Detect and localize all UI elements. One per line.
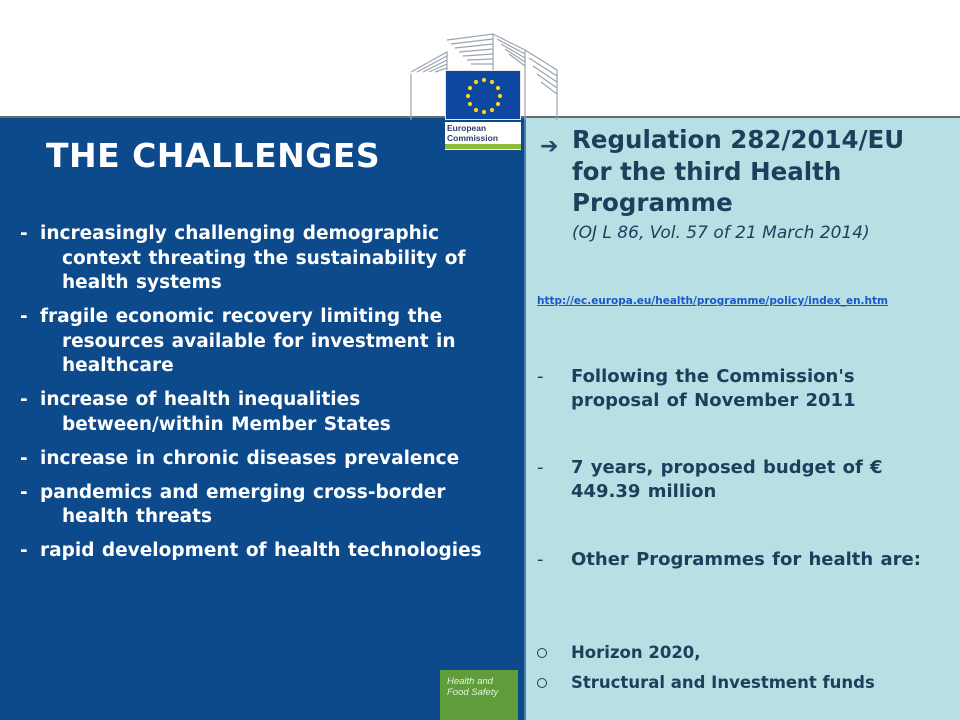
dash-bullet: -: [20, 389, 28, 410]
logo-line-1: European: [447, 123, 487, 133]
european-commission-logo: [403, 30, 573, 150]
arrow-right-icon: ➔: [540, 134, 559, 159]
challenge-text: pandemics and emerging cross-border health threats: [40, 481, 446, 527]
dash-bullet: -: [20, 306, 28, 327]
circle-bullet-icon: [537, 678, 547, 688]
challenge-text: increase in chronic diseases prevalence: [40, 447, 460, 469]
list-item: [20, 388, 490, 437]
dash-bullet: -: [20, 223, 28, 244]
eu-flag-icon: [445, 70, 521, 120]
list-item: [20, 539, 490, 564]
list-item: [20, 481, 490, 530]
challenges-list: [20, 222, 490, 573]
dash-bullet: -: [20, 447, 28, 469]
challenge-text: increasingly challenging demographic context threating the sustainability of health systems: [40, 223, 466, 293]
panel-divider: [524, 118, 526, 720]
list-item: [537, 548, 937, 572]
fact-text: Following the Commission's proposal of November 2011: [571, 366, 856, 411]
programme-policy-link[interactable]: http://ec.europa.eu/health/programme/policy/index_en.htm: [537, 295, 888, 307]
circle-bullet-icon: [537, 648, 547, 658]
dash-bullet: -: [537, 549, 544, 570]
list-item: [20, 305, 490, 379]
fact-text: 7 years, proposed budget of € 449.39 million: [571, 457, 883, 502]
dash-bullet: -: [537, 366, 544, 387]
badge-line-1: Health and: [447, 676, 493, 687]
dash-bullet: -: [20, 540, 28, 561]
list-item: [537, 456, 937, 504]
programme-name: Horizon 2020,: [571, 643, 701, 662]
challenge-text: increase of health inequalities between/within Member States: [40, 389, 391, 435]
logo-line-2: Commission: [447, 132, 499, 143]
health-food-safety-badge: [440, 670, 518, 720]
list-item: [537, 642, 937, 664]
fact-text: Other Programmes for health are:: [571, 549, 921, 570]
list-item: [537, 672, 937, 694]
list-item: [20, 222, 490, 296]
list-item: [20, 447, 490, 472]
dash-bullet: -: [537, 457, 544, 478]
regulation-reference: (OJ L 86, Vol. 57 of 21 March 2014): [572, 223, 870, 243]
programme-name: Structural and Investment funds: [571, 673, 875, 692]
challenges-title: THE CHALLENGES: [46, 136, 381, 175]
logo-green-bar: [445, 144, 521, 149]
list-item: [537, 365, 937, 413]
challenge-text: rapid development of health technologies: [40, 540, 482, 561]
badge-line-2: Food Safety: [447, 687, 499, 698]
dash-bullet: -: [20, 481, 28, 503]
regulation-title: Regulation 282/2014/EU for the third Health Programme: [572, 125, 905, 217]
challenge-text: fragile economic recovery limiting the resources available for investment in healthcare: [40, 306, 456, 376]
